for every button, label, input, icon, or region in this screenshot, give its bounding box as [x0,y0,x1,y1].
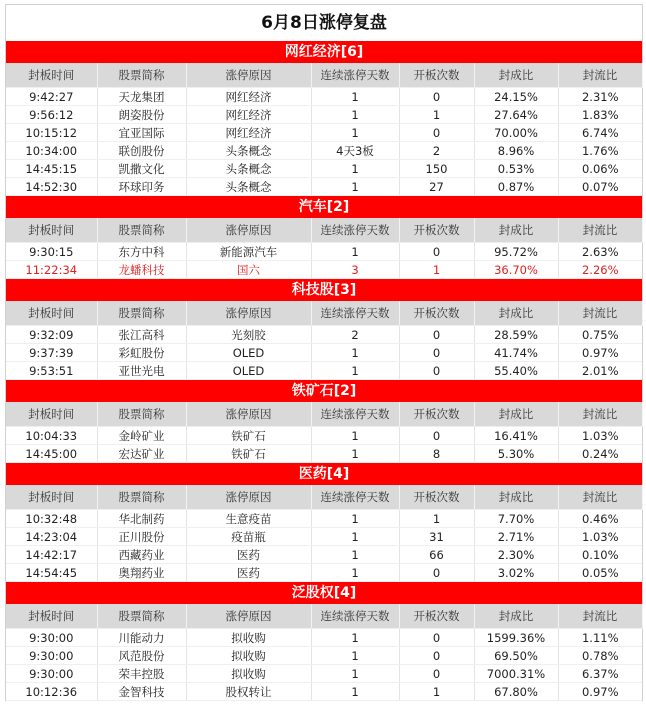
table-row [6,445,642,463]
table-cell: 10:12:36 [6,683,97,701]
table-cell: 头条概念 [186,160,311,178]
table-cell: 150 [399,160,474,178]
table-cell: 41.74% [474,344,558,362]
column-header: 开板次数 [399,218,474,243]
table-cell: 2.63% [558,243,642,261]
table-cell: 0.46% [558,510,642,528]
table-cell: 1 [399,261,474,279]
section-header: 铁矿石[2] [6,380,642,402]
table-cell: 1 [311,665,399,683]
column-header: 封板时间 [6,63,97,88]
table-cell: 医药 [186,564,311,582]
column-header: 开板次数 [399,63,474,88]
table-cell: 1 [311,178,399,196]
table-cell: 彩虹股份 [97,344,186,362]
table-cell: 14:52:30 [6,178,97,196]
table-cell: 1.76% [558,142,642,160]
table-cell: 70.00% [474,124,558,142]
column-header: 封流比 [558,218,642,243]
column-header: 封流比 [558,402,642,427]
table-cell: 股权转让 [186,683,311,701]
table-cell: 69.50% [474,647,558,665]
column-header-row [6,301,642,326]
column-header: 涨停原因 [186,485,311,510]
table-cell: 0 [399,647,474,665]
column-header: 封流比 [558,301,642,326]
table-cell: 1 [311,564,399,582]
table-cell: 6.74% [558,124,642,142]
table-cell: 1 [311,344,399,362]
table-cell: 0.05% [558,564,642,582]
table-row [6,344,642,362]
table-cell: 朗姿股份 [97,106,186,124]
table-cell: 11:22:34 [6,261,97,279]
table-cell: 7.70% [474,510,558,528]
table-cell: 9:37:39 [6,344,97,362]
table-row [6,142,642,160]
table-cell: 3.02% [474,564,558,582]
table-cell: 14:45:00 [6,445,97,463]
table-cell: 0 [399,344,474,362]
table-cell: 27 [399,178,474,196]
limit-up-review-sheet [5,4,643,701]
table-cell: 0.07% [558,178,642,196]
table-cell: 14:54:45 [6,564,97,582]
column-header: 涨停原因 [186,402,311,427]
table-cell: 95.72% [474,243,558,261]
table-cell: 2.71% [474,528,558,546]
table-cell: 新能源汽车 [186,243,311,261]
table-cell: 0.06% [558,160,642,178]
table-cell: 铁矿石 [186,427,311,445]
table-cell: 荣丰控股 [97,665,186,683]
table-cell: 1 [311,683,399,701]
table-cell: 国六 [186,261,311,279]
table-cell: 1.03% [558,528,642,546]
table-cell: 医药 [186,546,311,564]
table-cell: 1 [399,510,474,528]
page-title: 6月8日涨停复盘 [6,4,642,41]
column-header: 开板次数 [399,402,474,427]
table-cell: 55.40% [474,362,558,380]
table-cell: 宏达矿业 [97,445,186,463]
table-row [6,178,642,196]
section-table [6,218,643,279]
column-header: 封流比 [558,485,642,510]
column-header: 封成比 [474,63,558,88]
table-cell: 66 [399,546,474,564]
table-cell: 9:30:00 [6,647,97,665]
column-header: 封成比 [474,301,558,326]
section-header: 科技股[3] [6,279,642,301]
table-cell: 1 [311,647,399,665]
table-row [6,528,642,546]
table-cell: 1.83% [558,106,642,124]
table-cell: 1 [311,124,399,142]
table-cell: 1.11% [558,629,642,647]
table-cell: 1 [399,683,474,701]
section-header: 网红经济[6] [6,41,642,63]
table-row [6,243,642,261]
table-cell: 1 [311,243,399,261]
column-header: 涨停原因 [186,301,311,326]
table-cell: 0.10% [558,546,642,564]
table-row [6,629,642,647]
column-header: 封板时间 [6,218,97,243]
table-row [6,683,642,701]
column-header: 股票简称 [97,604,186,629]
table-cell: 1 [311,629,399,647]
table-cell: 亚世光电 [97,362,186,380]
table-cell: 2.30% [474,546,558,564]
table-row [6,510,642,528]
table-cell: 0.97% [558,683,642,701]
column-header-row [6,485,642,510]
table-cell: 0.87% [474,178,558,196]
table-cell: 0 [399,243,474,261]
table-cell: 2 [311,326,399,344]
table-cell: 28.59% [474,326,558,344]
table-cell: 10:32:48 [6,510,97,528]
column-header: 封成比 [474,402,558,427]
column-header: 连续涨停天数 [311,218,399,243]
table-cell: 1 [311,546,399,564]
section-header: 医药[4] [6,463,642,485]
section-table [6,301,643,380]
table-cell: 14:23:04 [6,528,97,546]
column-header: 开板次数 [399,485,474,510]
column-header: 股票简称 [97,218,186,243]
table-row [6,665,642,683]
table-cell: 14:45:15 [6,160,97,178]
column-header: 股票简称 [97,485,186,510]
table-cell: 2.26% [558,261,642,279]
table-cell: 0 [399,665,474,683]
table-cell: 龙蟠科技 [97,261,186,279]
table-cell: OLED [186,362,311,380]
table-cell: OLED [186,344,311,362]
table-cell: 36.70% [474,261,558,279]
column-header-row [6,63,642,88]
table-cell: 0.53% [474,160,558,178]
table-cell: 6.37% [558,665,642,683]
table-cell: 67.80% [474,683,558,701]
table-cell: 9:30:15 [6,243,97,261]
table-cell: 0 [399,326,474,344]
column-header: 封成比 [474,604,558,629]
table-cell: 2.31% [558,88,642,106]
table-cell: 0 [399,564,474,582]
column-header: 封流比 [558,63,642,88]
table-cell: 1 [311,362,399,380]
table-cell: 风范股份 [97,647,186,665]
table-cell: 拟收购 [186,665,311,683]
section-header: 泛股权[4] [6,582,642,604]
section-table [6,604,643,701]
column-header: 股票简称 [97,63,186,88]
column-header: 连续涨停天数 [311,301,399,326]
table-cell: 7000.31% [474,665,558,683]
table-row [6,564,642,582]
table-cell: 1 [311,427,399,445]
table-cell: 华北制药 [97,510,186,528]
column-header: 连续涨停天数 [311,604,399,629]
table-cell: 0.75% [558,326,642,344]
table-cell: 宜亚国际 [97,124,186,142]
table-cell: 正川股份 [97,528,186,546]
table-cell: 0 [399,88,474,106]
table-cell: 联创股份 [97,142,186,160]
table-cell: 9:30:00 [6,665,97,683]
table-cell: 网红经济 [186,88,311,106]
table-cell: 环球印务 [97,178,186,196]
table-cell: 2 [399,142,474,160]
table-cell: 0 [399,124,474,142]
column-header: 开板次数 [399,301,474,326]
table-cell: 金岭矿业 [97,427,186,445]
column-header: 封成比 [474,218,558,243]
table-row [6,88,642,106]
column-header-row [6,402,642,427]
table-cell: 凯撒文化 [97,160,186,178]
table-cell: 8 [399,445,474,463]
table-cell: 0 [399,629,474,647]
table-cell: 1 [311,510,399,528]
table-row [6,647,642,665]
table-cell: 9:32:09 [6,326,97,344]
column-header: 股票简称 [97,301,186,326]
table-cell: 张江高科 [97,326,186,344]
column-header: 封板时间 [6,402,97,427]
table-cell: 头条概念 [186,142,311,160]
table-cell: 0 [399,362,474,380]
column-header: 封板时间 [6,301,97,326]
column-header: 连续涨停天数 [311,485,399,510]
table-cell: 0 [399,427,474,445]
table-cell: 生意疫苗 [186,510,311,528]
column-header: 连续涨停天数 [311,63,399,88]
table-cell: 1 [311,445,399,463]
table-cell: 8.96% [474,142,558,160]
column-header: 涨停原因 [186,63,311,88]
table-cell: 1 [311,160,399,178]
table-row [6,160,642,178]
table-cell: 拟收购 [186,629,311,647]
column-header: 封成比 [474,485,558,510]
table-cell: 网红经济 [186,106,311,124]
table-cell: 0.78% [558,647,642,665]
table-cell: 9:56:12 [6,106,97,124]
table-row [6,261,642,279]
table-cell: 24.15% [474,88,558,106]
table-cell: 5.30% [474,445,558,463]
table-cell: 金智科技 [97,683,186,701]
table-cell: 1 [311,528,399,546]
column-header-row [6,218,642,243]
column-header-row [6,604,642,629]
table-row [6,427,642,445]
table-row [6,362,642,380]
column-header: 开板次数 [399,604,474,629]
section-table [6,63,643,196]
table-row [6,546,642,564]
table-cell: 10:04:33 [6,427,97,445]
table-cell: 1.03% [558,427,642,445]
table-cell: 网红经济 [186,124,311,142]
sections-container [6,41,642,701]
section-table [6,402,643,463]
table-cell: 16.41% [474,427,558,445]
table-cell: 川能动力 [97,629,186,647]
table-cell: 2.01% [558,362,642,380]
table-row [6,106,642,124]
table-cell: 铁矿石 [186,445,311,463]
column-header: 涨停原因 [186,218,311,243]
table-cell: 1 [311,88,399,106]
column-header: 封板时间 [6,604,97,629]
table-cell: 东方中科 [97,243,186,261]
table-cell: 0.24% [558,445,642,463]
column-header: 连续涨停天数 [311,402,399,427]
table-cell: 奥翔药业 [97,564,186,582]
table-cell: 3 [311,261,399,279]
table-cell: 天龙集团 [97,88,186,106]
table-cell: 头条概念 [186,178,311,196]
table-row [6,326,642,344]
table-cell: 1 [311,106,399,124]
table-cell: 9:53:51 [6,362,97,380]
table-cell: 31 [399,528,474,546]
table-cell: 1 [399,106,474,124]
table-cell: 光刻胶 [186,326,311,344]
table-cell: 疫苗瓶 [186,528,311,546]
table-cell: 西藏药业 [97,546,186,564]
column-header: 涨停原因 [186,604,311,629]
table-cell: 4天3板 [311,142,399,160]
table-row [6,124,642,142]
table-cell: 14:42:17 [6,546,97,564]
section-header: 汽车[2] [6,196,642,218]
column-header: 封板时间 [6,485,97,510]
table-cell: 10:15:12 [6,124,97,142]
column-header: 封流比 [558,604,642,629]
table-cell: 拟收购 [186,647,311,665]
table-cell: 27.64% [474,106,558,124]
table-cell: 9:42:27 [6,88,97,106]
column-header: 股票简称 [97,402,186,427]
section-table [6,485,643,582]
table-cell: 9:30:00 [6,629,97,647]
table-cell: 0.97% [558,344,642,362]
table-cell: 1599.36% [474,629,558,647]
table-cell: 10:34:00 [6,142,97,160]
